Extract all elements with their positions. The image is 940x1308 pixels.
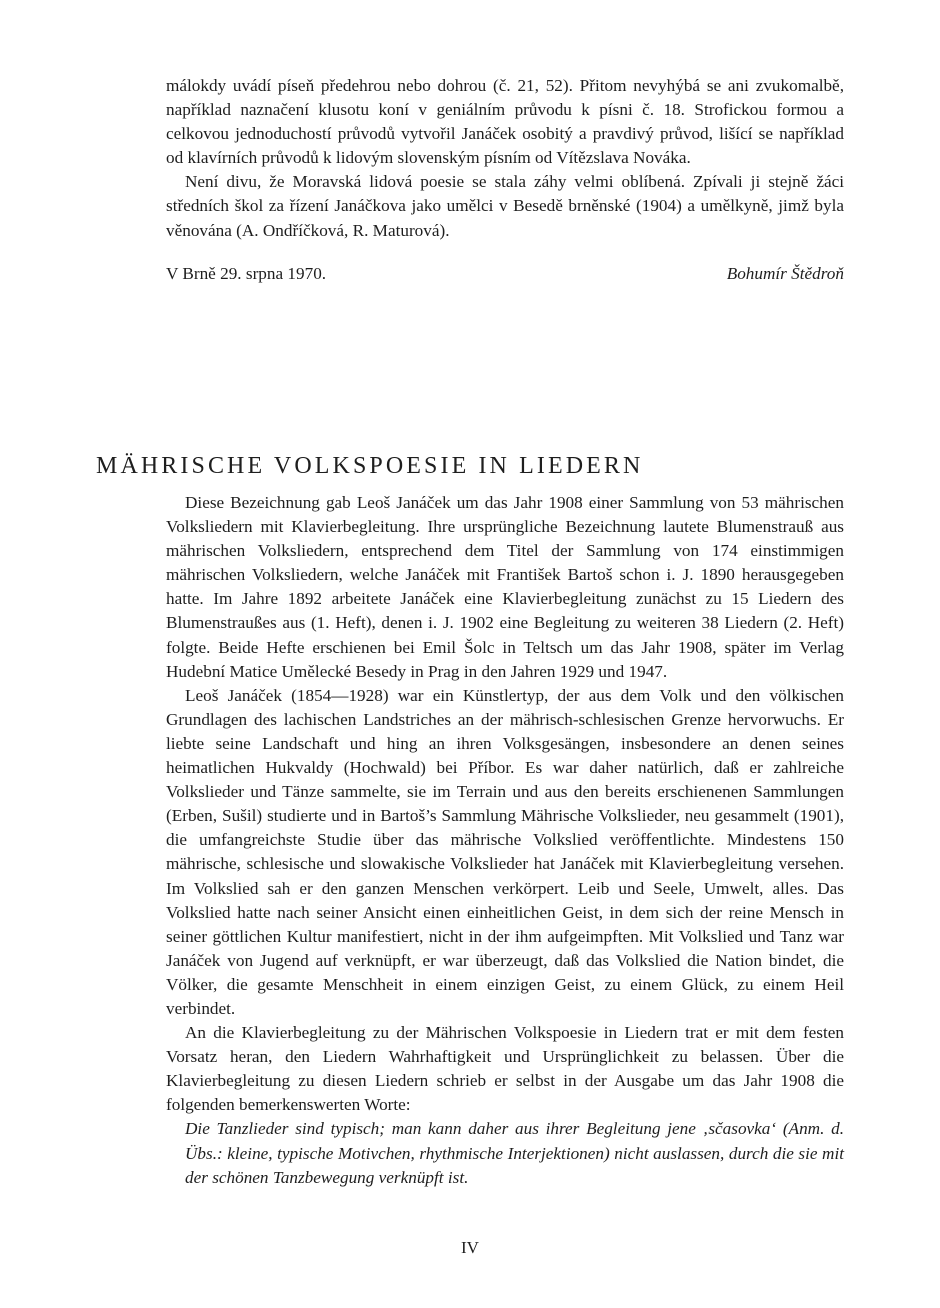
czech-paragraph-1: málokdy uvádí píseň předehrou nebo dohrou (č. 21, 52). Přitom nevyhýbá se ani zvukomalbě, například naznačení klusotu koní v geniálním průvodu k písni č. 18. Strofickou formou a celkovou jednoduchostí průvodů vytvořil Janáček osobitý a pravdivý průvod, lišící se například od klavírních průvodů k lidovým slovenským písním od Vítězslava Nováka. bbox=[166, 76, 844, 168]
janacek-quote: Die Tanzlieder sind typisch; man kann daher aus ihrer Begleitung jene ‚sčasovka‘ (Anm. d. Übs.: kleine, typische Motivchen, rhythmische Interjektionen) nicht auslassen, durch die sie mit der schönen Tanzbewegung verknüpft ist. bbox=[185, 1119, 844, 1187]
page-number: IV bbox=[461, 1238, 479, 1257]
czech-paragraph-2: Není divu, že Moravská lidová poesie se stala záhy velmi oblíbená. Zpívali ji stejně žáci středních škol za řízení Janáčkova jako umělci v Besedě brněnské (1904) a umělkyně, jimž byla věnována (A. Ondříčková, R. Maturová). bbox=[166, 172, 844, 240]
german-paragraph-1: Diese Bezeichnung gab Leoš Janáček um das Jahr 1908 einer Sammlung von 53 mährischen Volksliedern mit Klavierbegleitung. Ihre ursprüngliche Bezeichnung lautete Blumenstrauß aus mährischen Volksliedern, entsprechend dem Titel der Sammlung von 174 einstimmigen mährischen Volksliedern, welche Janáček mit František Bartoš schon i. J. 1890 herausgegeben hatte. Im Jahre 1892 arbeitete Janáček eine Klavierbegleitung zunächst zu 15 Liedern des Blumenstraußes aus (1. Heft), denen i. J. 1902 eine Begleitung zu weiteren 38 Liedern (2. Heft) folgte. Beide Hefte erschienen bei Emil Šolc in Teltsch um das Jahr 1908, später im Verlag Hudební Matice Umělecké Besedy in Prag in den Jahren 1929 und 1947. bbox=[166, 493, 844, 681]
place-date: V Brně 29. srpna 1970. bbox=[166, 264, 327, 283]
german-paragraph-3: An die Klavierbegleitung zu der Mährischen Volkspoesie in Liedern trat er mit dem festen Vorsatz heran, den Liedern Wahrhaftigkeit und Ursprünglichkeit zu belassen. Über die Klavierbegleitung zu diesen Liedern schrieb er selbst in der Ausgabe um das Jahr 1908 die folgenden bemerkenswerten Worte: bbox=[166, 1023, 844, 1115]
czech-text-block bbox=[166, 74, 844, 243]
section-heading: MÄHRISCHE VOLKSPOESIE IN LIEDERN bbox=[96, 453, 644, 479]
german-text-block bbox=[166, 491, 844, 1190]
german-paragraph-2: Leoš Janáček (1854—1928) war ein Künstlertyp, der aus dem Volk und den völkischen Grundlagen des lachischen Landstriches an der mährisch-schlesischen Grenze hervorwuchs. Er liebte seine Landschaft und hing an ihren Volksgesängen, insbesondere an denen seines heimatlichen Hukvaldy (Hochwald) bei Příbor. Es war daher natürlich, daß er zahlreiche Volkslieder und Tänze sammelte, sie im Terrain und aus den bereits erschienenen Sammlungen (Erben, Sušil) studierte und in Bartoš’s Sammlung Mährische Volkslieder, neu gesammelt (1901), die umfangreichste Studie über das mährische Volkslied veröffentlichte. Mindestens 150 mährische, schlesische und slowakische Volkslieder hat Janáček mit Klavierbegleitung versehen. Im Volkslied sah er den ganzen Menschen verkörpert. Leib und Seele, Umwelt, alles. Das Volkslied hatte nach seiner Ansicht einen einheitlichen Geist, in dem sich der reine Mensch in seiner göttlichen Kultur manifestiert, nicht in der ihm aufgeimpften. Mit Volkslied und Tanz war Janáček von Jugend auf verknüpft, er war überzeugt, daß das Volkslied die Nation bindet, die Völker, die gesamte Menschheit in einem einzigen Geist, zu einem Glück, zu einem Heil verbindet. bbox=[166, 685, 844, 1018]
author-signature: Bohumír Štědroň bbox=[726, 264, 844, 283]
signature-line bbox=[166, 262, 844, 286]
